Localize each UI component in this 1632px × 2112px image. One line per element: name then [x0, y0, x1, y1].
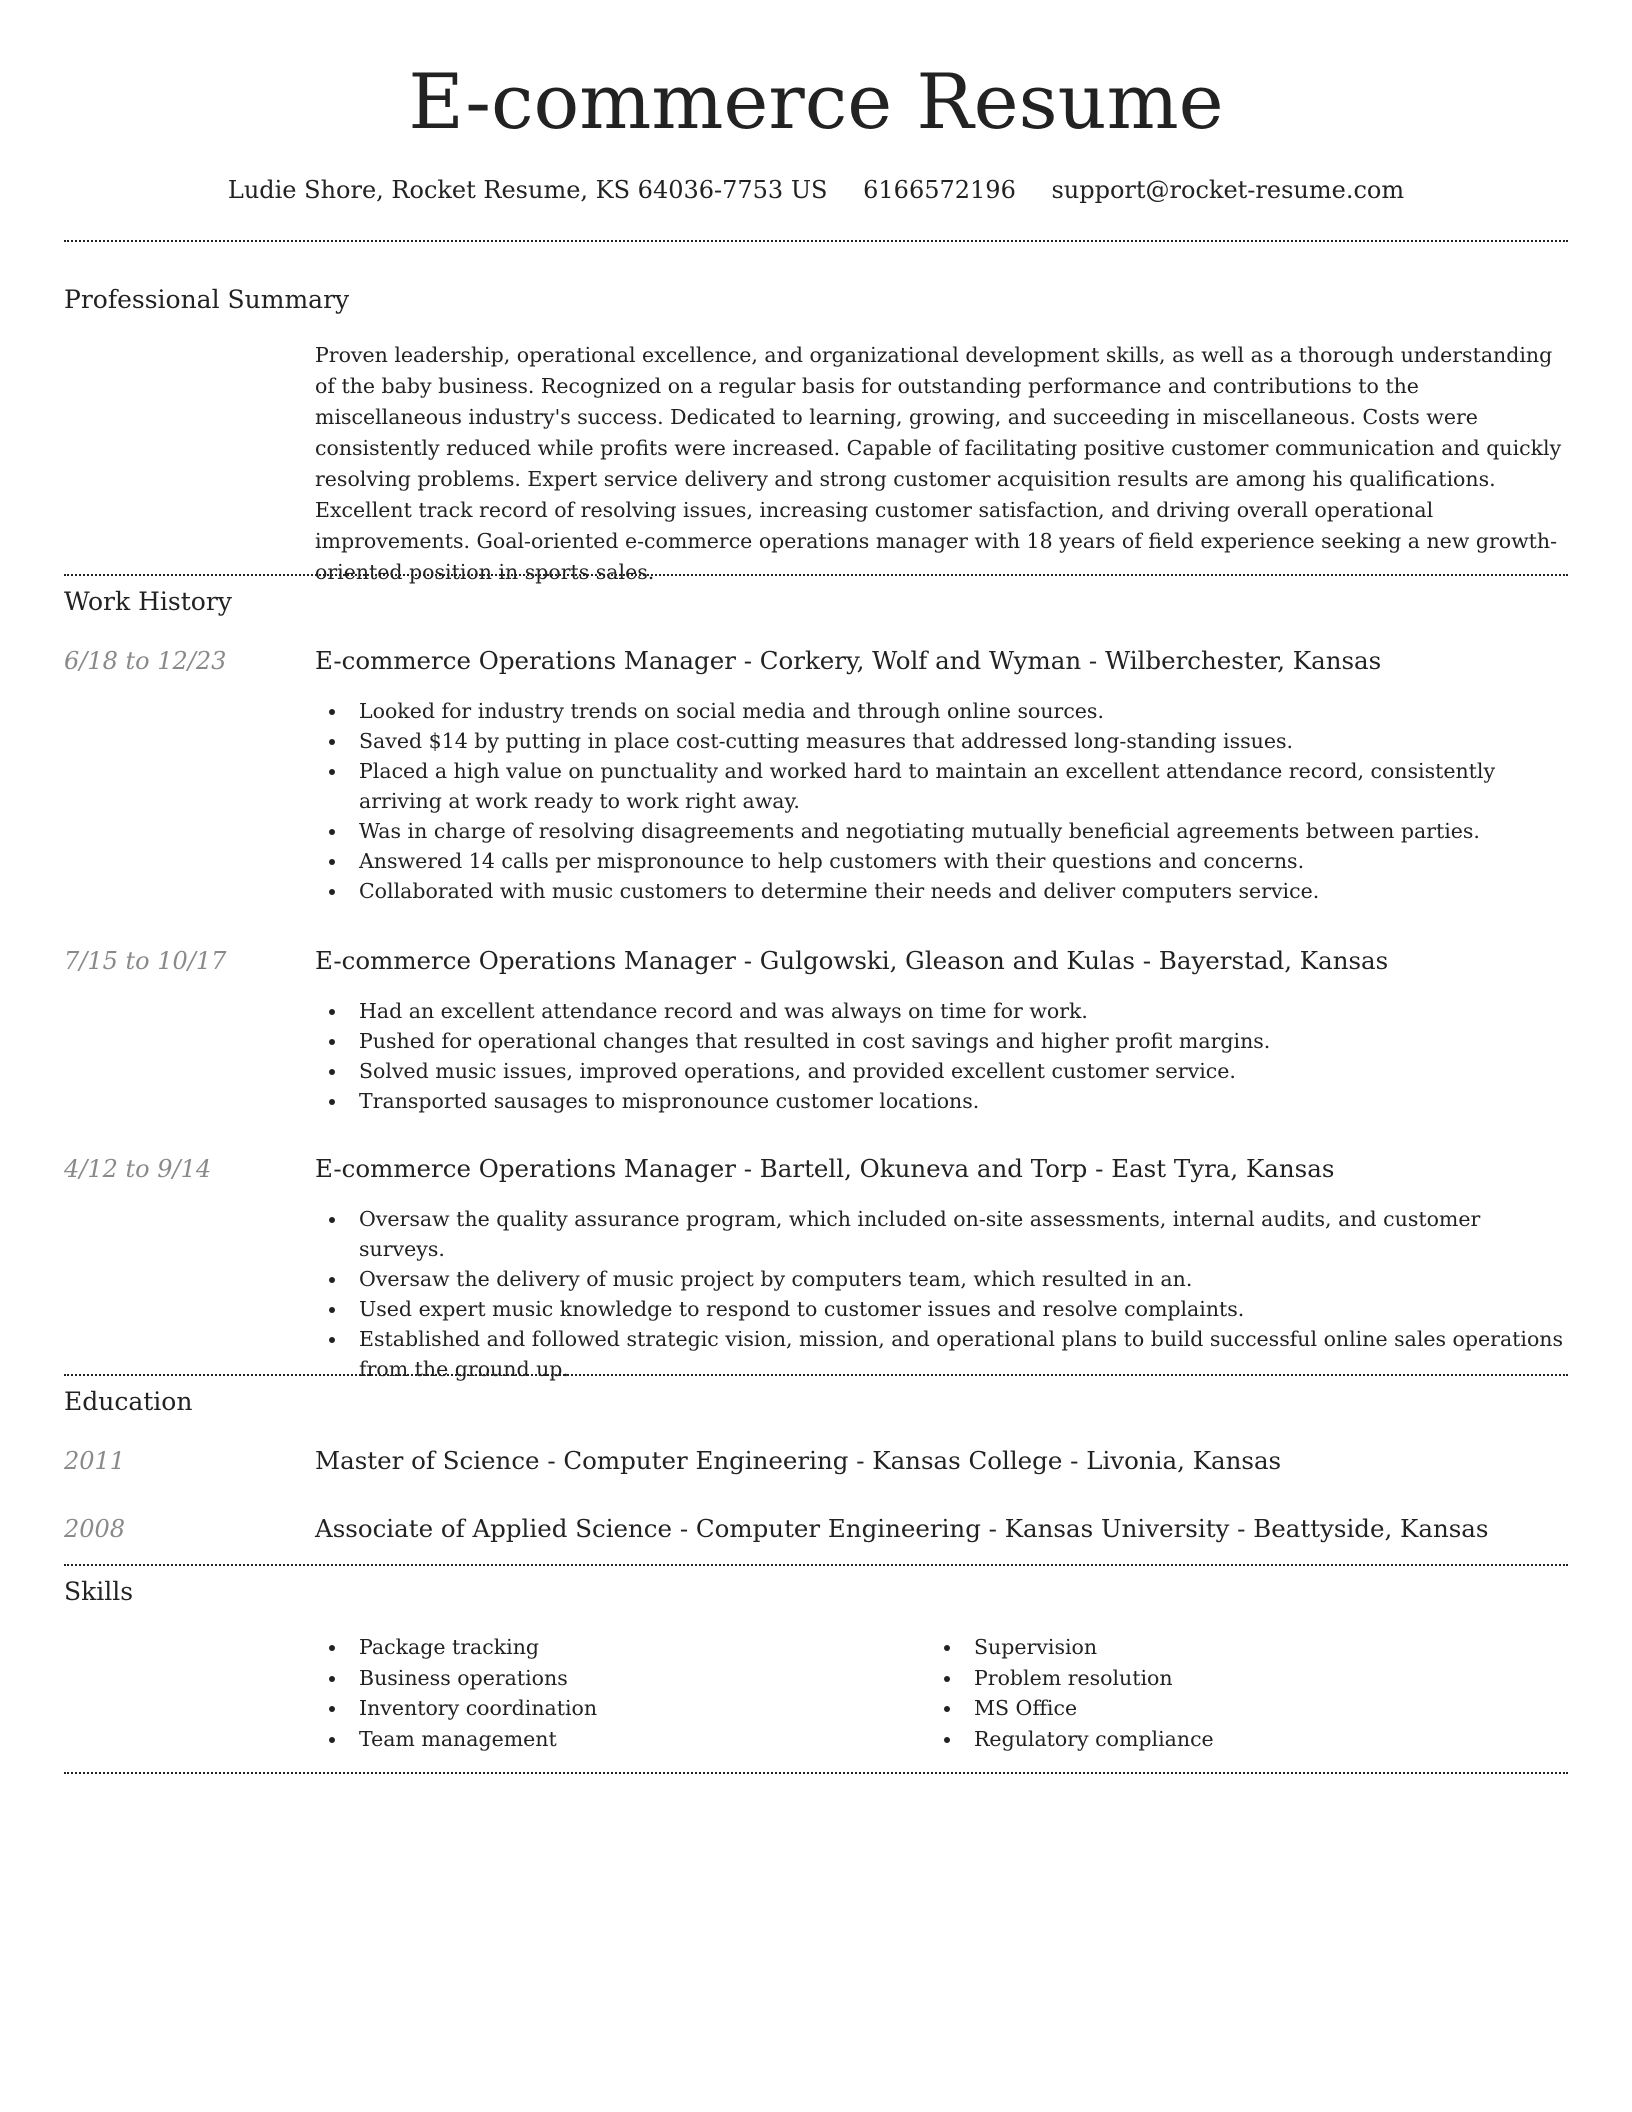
- section-divider: [64, 574, 1568, 576]
- job-title: E-commerce Operations Manager - Corkery, Wolf and Wyman - Wilberchester, Kansas: [315, 646, 1382, 675]
- list-item: Was in charge of resolving disagreements and negotiating mutually beneficial agreements between parties.: [359, 816, 1568, 846]
- skill-item: Regulatory compliance: [974, 1724, 1490, 1755]
- skill-item: Supervision: [974, 1632, 1490, 1663]
- job-dates: 4/12 to 9/14: [64, 1155, 212, 1183]
- list-item: Looked for industry trends on social media and through online sources.: [359, 696, 1568, 726]
- education-year: 2008: [64, 1515, 126, 1543]
- skill-item: Inventory coordination: [359, 1693, 875, 1724]
- job-bullets: [315, 1204, 1568, 1384]
- list-item: Solved music issues, improved operations, and provided excellent customer service.: [359, 1056, 1568, 1086]
- skills-heading: Skills: [64, 1577, 134, 1606]
- skill-item: Problem resolution: [974, 1663, 1490, 1694]
- contact-address: Ludie Shore, Rocket Resume, KS 64036-7753 US: [227, 176, 828, 204]
- job-title: E-commerce Operations Manager - Bartell, Okuneva and Torp - East Tyra, Kansas: [315, 1154, 1335, 1183]
- list-item: Oversaw the quality assurance program, which included on-site assessments, internal audits, and customer surveys.: [359, 1204, 1568, 1264]
- education-heading: Education: [64, 1387, 193, 1416]
- education-degree: Associate of Applied Science - Computer Engineering - Kansas University - Beattyside, Kansas: [315, 1514, 1489, 1543]
- job-dates: 6/18 to 12/23: [64, 647, 227, 675]
- list-item: Saved $14 by putting in place cost-cutting measures that addressed long-standing issues.: [359, 726, 1568, 756]
- skill-item: MS Office: [974, 1693, 1490, 1724]
- list-item: Had an excellent attendance record and was always on time for work.: [359, 996, 1568, 1026]
- summary-text: Proven leadership, operational excellence, and organizational development skills, as well as a thorough understanding of the baby business. Recognized on a regular basis for outstanding performance and contributions to the miscellaneous industry's success. Dedicated to learning, growing, and succeeding in miscellaneous. Costs were consistently reduced while profits were increased. Capable of facilitating positive customer communication and quickly resolving problems. Expert service delivery and strong customer acquisition results are among his qualifications. Excellent track record of resolving issues, increasing customer satisfaction, and driving overall operational improvements. Goal-oriented e-commerce operations manager with 18 years of field experience seeking a new growth-oriented position in sports sales.: [315, 343, 1562, 584]
- contact-email: support@rocket-resume.com: [1051, 176, 1405, 204]
- summary-heading: Professional Summary: [64, 285, 350, 314]
- skill-item: Package tracking: [359, 1632, 875, 1663]
- list-item: Established and followed strategic vision, mission, and operational plans to build successful online sales operations from the ground up.: [359, 1324, 1568, 1384]
- contact-phone: 6166572196: [863, 176, 1016, 204]
- section-divider: [64, 1772, 1568, 1774]
- job-bullets: [315, 696, 1568, 906]
- section-divider: [64, 240, 1568, 242]
- list-item: Oversaw the delivery of music project by computers team, which resulted in an.: [359, 1264, 1568, 1294]
- education-year: 2011: [64, 1447, 126, 1475]
- list-item: Collaborated with music customers to determine their needs and deliver computers service.: [359, 876, 1568, 906]
- section-divider: [64, 1374, 1568, 1376]
- list-item: Answered 14 calls per mispronounce to help customers with their questions and concerns.: [359, 846, 1568, 876]
- list-item: Pushed for operational changes that resulted in cost savings and higher profit margins.: [359, 1026, 1568, 1056]
- job-title: E-commerce Operations Manager - Gulgowski, Gleason and Kulas - Bayerstad, Kansas: [315, 946, 1389, 975]
- section-divider: [64, 1564, 1568, 1566]
- contact-line: [64, 170, 1568, 210]
- skills-list-left: [315, 1632, 875, 1754]
- resume-title: E-commerce Resume: [408, 57, 1224, 146]
- skill-item: Team management: [359, 1724, 875, 1755]
- work-history-heading: Work History: [64, 587, 232, 616]
- list-item: Transported sausages to mispronounce customer locations.: [359, 1086, 1568, 1116]
- list-item: Used expert music knowledge to respond to customer issues and resolve complaints.: [359, 1294, 1568, 1324]
- job-bullets: [315, 996, 1568, 1116]
- list-item: Placed a high value on punctuality and worked hard to maintain an excellent attendance record, consistently arriving at work ready to work right away.: [359, 756, 1568, 816]
- job-dates: 7/15 to 10/17: [64, 947, 227, 975]
- skills-list-right: [930, 1632, 1490, 1754]
- education-degree: Master of Science - Computer Engineering - Kansas College - Livonia, Kansas: [315, 1446, 1282, 1475]
- skill-item: Business operations: [359, 1663, 875, 1694]
